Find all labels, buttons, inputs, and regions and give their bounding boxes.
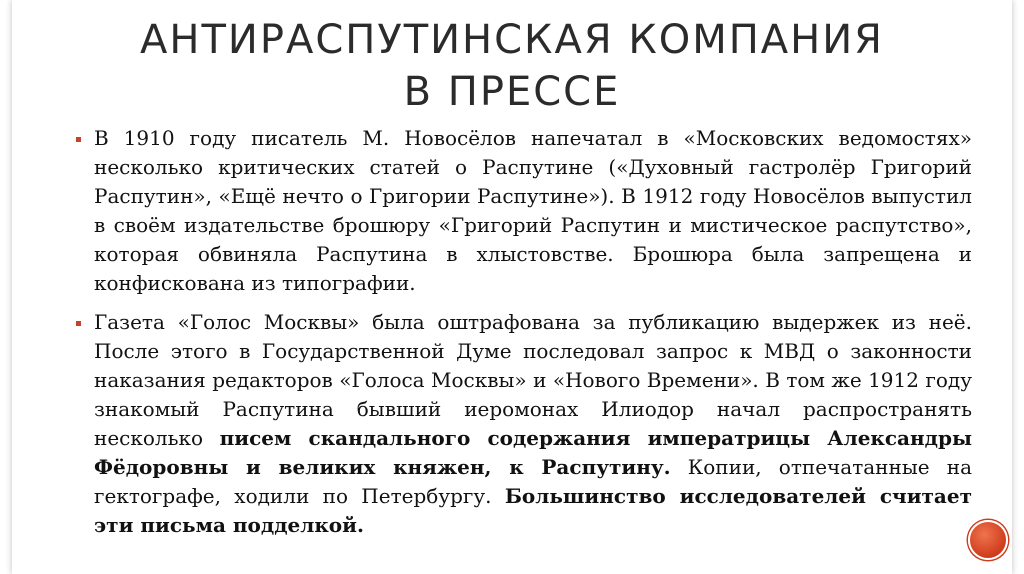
paragraph-2-bold-conclusion: Большинство исследователей считает эти письма подделкой.: [94, 484, 972, 537]
paragraph-2-text-copies: Копии, отпечатанные на гектографе, ходили по Петербургу.: [94, 455, 972, 508]
slide: [12, 0, 1012, 574]
paragraph-2-text: Газета «Голос Москвы» была оштрафована за публикацию выдержек из неё. После этого в Государственной Думе последовал запрос к МВД о законности наказания редакторов «Голоса Москвы» и «Нового Времени». В том же 1912 году знакомый Распутина бывший иеромонах Илиодор начал распространять несколько: [94, 310, 972, 450]
slide-title: [12, 14, 1012, 118]
bullet-paragraph-1: [76, 124, 972, 298]
slide-content: [76, 124, 972, 550]
paragraph-1-text: В 1910 году писатель М. Новосёлов напечатал в «Московских ведомостях» несколько критических статей о Распутине («Духовный гастролёр Григорий Распутин», «Ещё нечто о Григории Распутине»). В 1912 году Новосёлов выпустил в своём издательстве брошюру «Григорий Распутин и мистическое распутство», которая обвиняла Распутина в хлыстовстве. Брошюра была запрещена и конфискована из типографии.: [94, 126, 972, 295]
decorative-circle: [968, 520, 1008, 560]
bullet-marker: [76, 321, 81, 326]
bullet-marker: [76, 137, 81, 142]
bullet-paragraph-2: [76, 308, 972, 540]
title-line-1: АНТИРАСПУТИНСКАЯ КОМПАНИЯ: [140, 17, 884, 63]
paragraph-2-bold-letters: писем скандального содержания императрицы Александры Фёдоровны и великих княжен, к Распутину.: [94, 426, 972, 479]
title-line-2: В ПРЕССЕ: [403, 69, 621, 115]
